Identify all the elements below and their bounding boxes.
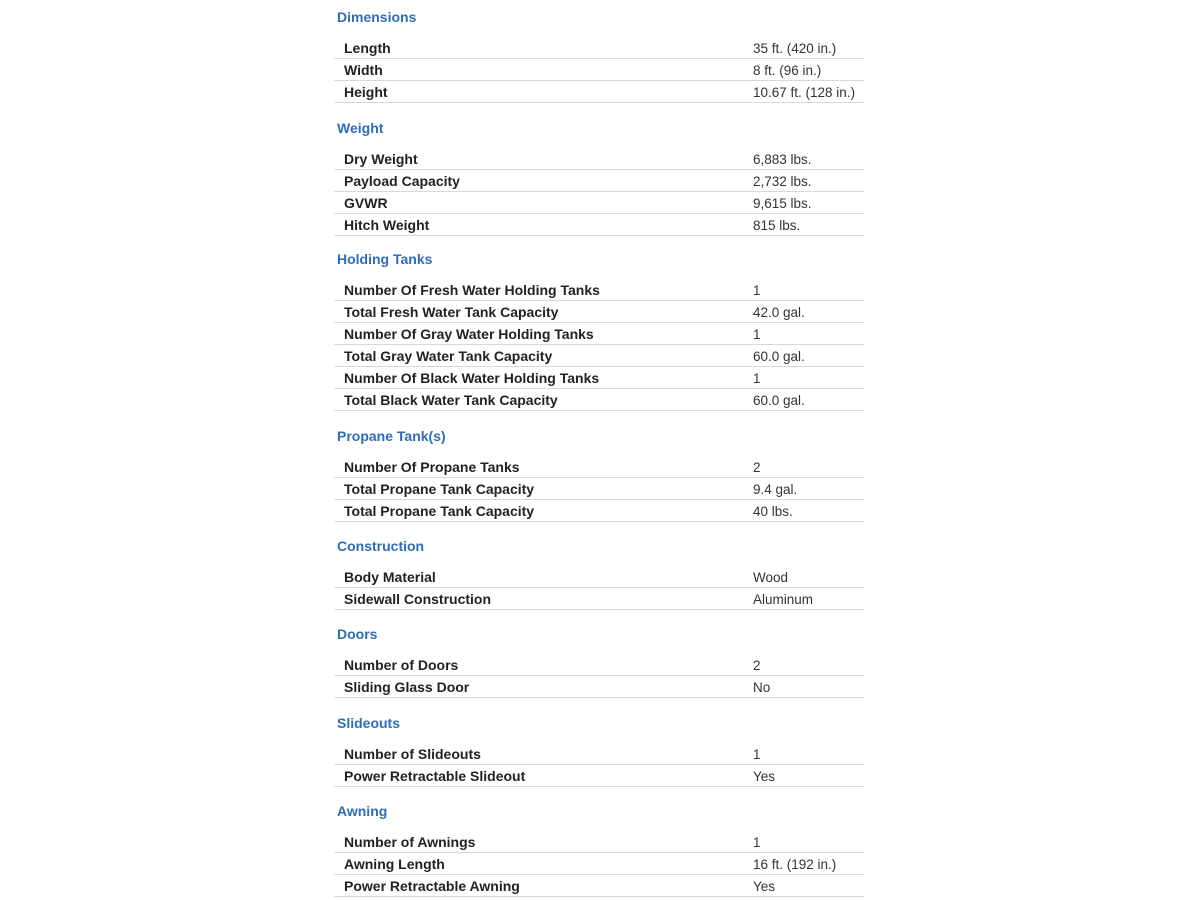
spec-label: Height xyxy=(344,84,388,100)
spec-value: 6,883 lbs. xyxy=(753,152,812,167)
spec-label: Length xyxy=(344,40,391,56)
spec-row xyxy=(334,766,864,787)
spec-label: Power Retractable Awning xyxy=(344,878,520,894)
spec-value: 35 ft. (420 in.) xyxy=(753,41,837,56)
spec-label: Number Of Gray Water Holding Tanks xyxy=(344,326,594,342)
spec-value: 8 ft. (96 in.) xyxy=(753,63,822,78)
spec-label: Awning Length xyxy=(344,856,445,872)
spec-row xyxy=(334,854,864,875)
spec-value: 2 xyxy=(753,460,761,475)
spec-row xyxy=(334,876,864,897)
section-title-holding-tanks: Holding Tanks xyxy=(337,251,433,267)
spec-label: GVWR xyxy=(344,195,388,211)
spec-value: 60.0 gal. xyxy=(753,349,805,364)
section-title-propane-tank-s: Propane Tank(s) xyxy=(337,428,446,444)
spec-label: Total Black Water Tank Capacity xyxy=(344,392,558,408)
spec-label: Dry Weight xyxy=(344,151,418,167)
spec-value: 1 xyxy=(753,371,761,386)
spec-label: Power Retractable Slideout xyxy=(344,768,526,784)
spec-row xyxy=(334,193,864,214)
spec-row xyxy=(334,60,864,81)
spec-row xyxy=(334,171,864,192)
section-title-slideouts: Slideouts xyxy=(337,715,401,731)
spec-label: Payload Capacity xyxy=(344,173,460,189)
spec-value: 2 xyxy=(753,658,761,673)
spec-row xyxy=(334,479,864,500)
spec-label: Body Material xyxy=(344,569,436,585)
spec-label: Width xyxy=(344,62,383,78)
spec-row xyxy=(334,149,864,170)
spec-value: 60.0 gal. xyxy=(753,393,805,408)
spec-row xyxy=(334,655,864,676)
spec-row xyxy=(334,589,864,610)
spec-value: 40 lbs. xyxy=(753,504,793,519)
spec-row xyxy=(334,324,864,345)
spec-value: 1 xyxy=(753,835,761,850)
section-title-weight: Weight xyxy=(337,120,384,136)
spec-row xyxy=(334,280,864,301)
spec-label: Total Gray Water Tank Capacity xyxy=(344,348,553,364)
spec-label: Total Propane Tank Capacity xyxy=(344,503,535,519)
spec-label: Sidewall Construction xyxy=(344,591,492,607)
section-title-dimensions: Dimensions xyxy=(337,9,417,25)
spec-value: 9.4 gal. xyxy=(753,482,798,497)
spec-value: 9,615 lbs. xyxy=(753,196,812,211)
spec-value: 16 ft. (192 in.) xyxy=(753,857,837,872)
spec-label: Number of Doors xyxy=(344,657,459,673)
spec-row xyxy=(334,390,864,411)
spec-label: Total Propane Tank Capacity xyxy=(344,481,535,497)
spec-label: Sliding Glass Door xyxy=(344,679,470,695)
spec-row xyxy=(334,302,864,323)
spec-value: 815 lbs. xyxy=(753,218,801,233)
spec-row xyxy=(334,457,864,478)
spec-row xyxy=(334,215,864,236)
spec-value: 10.67 ft. (128 in.) xyxy=(753,85,856,100)
spec-row xyxy=(334,368,864,389)
spec-label: Number Of Propane Tanks xyxy=(344,459,520,475)
section-title-awning: Awning xyxy=(337,803,388,819)
spec-value: 2,732 lbs. xyxy=(753,174,812,189)
spec-label: Number of Awnings xyxy=(344,834,476,850)
spec-label: Number Of Black Water Holding Tanks xyxy=(344,370,600,386)
spec-row xyxy=(334,744,864,765)
spec-value: Yes xyxy=(753,769,776,784)
spec-value: No xyxy=(753,680,771,695)
spec-value: 1 xyxy=(753,283,761,298)
spec-label: Number Of Fresh Water Holding Tanks xyxy=(344,282,600,298)
spec-row xyxy=(334,832,864,853)
spec-row xyxy=(334,677,864,698)
spec-value: Yes xyxy=(753,879,776,894)
spec-value: 1 xyxy=(753,747,761,762)
spec-label: Number of Slideouts xyxy=(344,746,481,762)
spec-row xyxy=(334,567,864,588)
spec-label: Total Fresh Water Tank Capacity xyxy=(344,304,559,320)
spec-value: 1 xyxy=(753,327,761,342)
section-title-doors: Doors xyxy=(337,626,378,642)
spec-value: 42.0 gal. xyxy=(753,305,805,320)
spec-label: Hitch Weight xyxy=(344,217,430,233)
section-title-construction: Construction xyxy=(337,538,425,554)
spec-row xyxy=(334,82,864,103)
spec-row xyxy=(334,346,864,367)
spec-value: Wood xyxy=(753,570,789,585)
spec-row xyxy=(334,501,864,522)
spec-value: Aluminum xyxy=(753,592,814,607)
spec-row xyxy=(334,38,864,59)
